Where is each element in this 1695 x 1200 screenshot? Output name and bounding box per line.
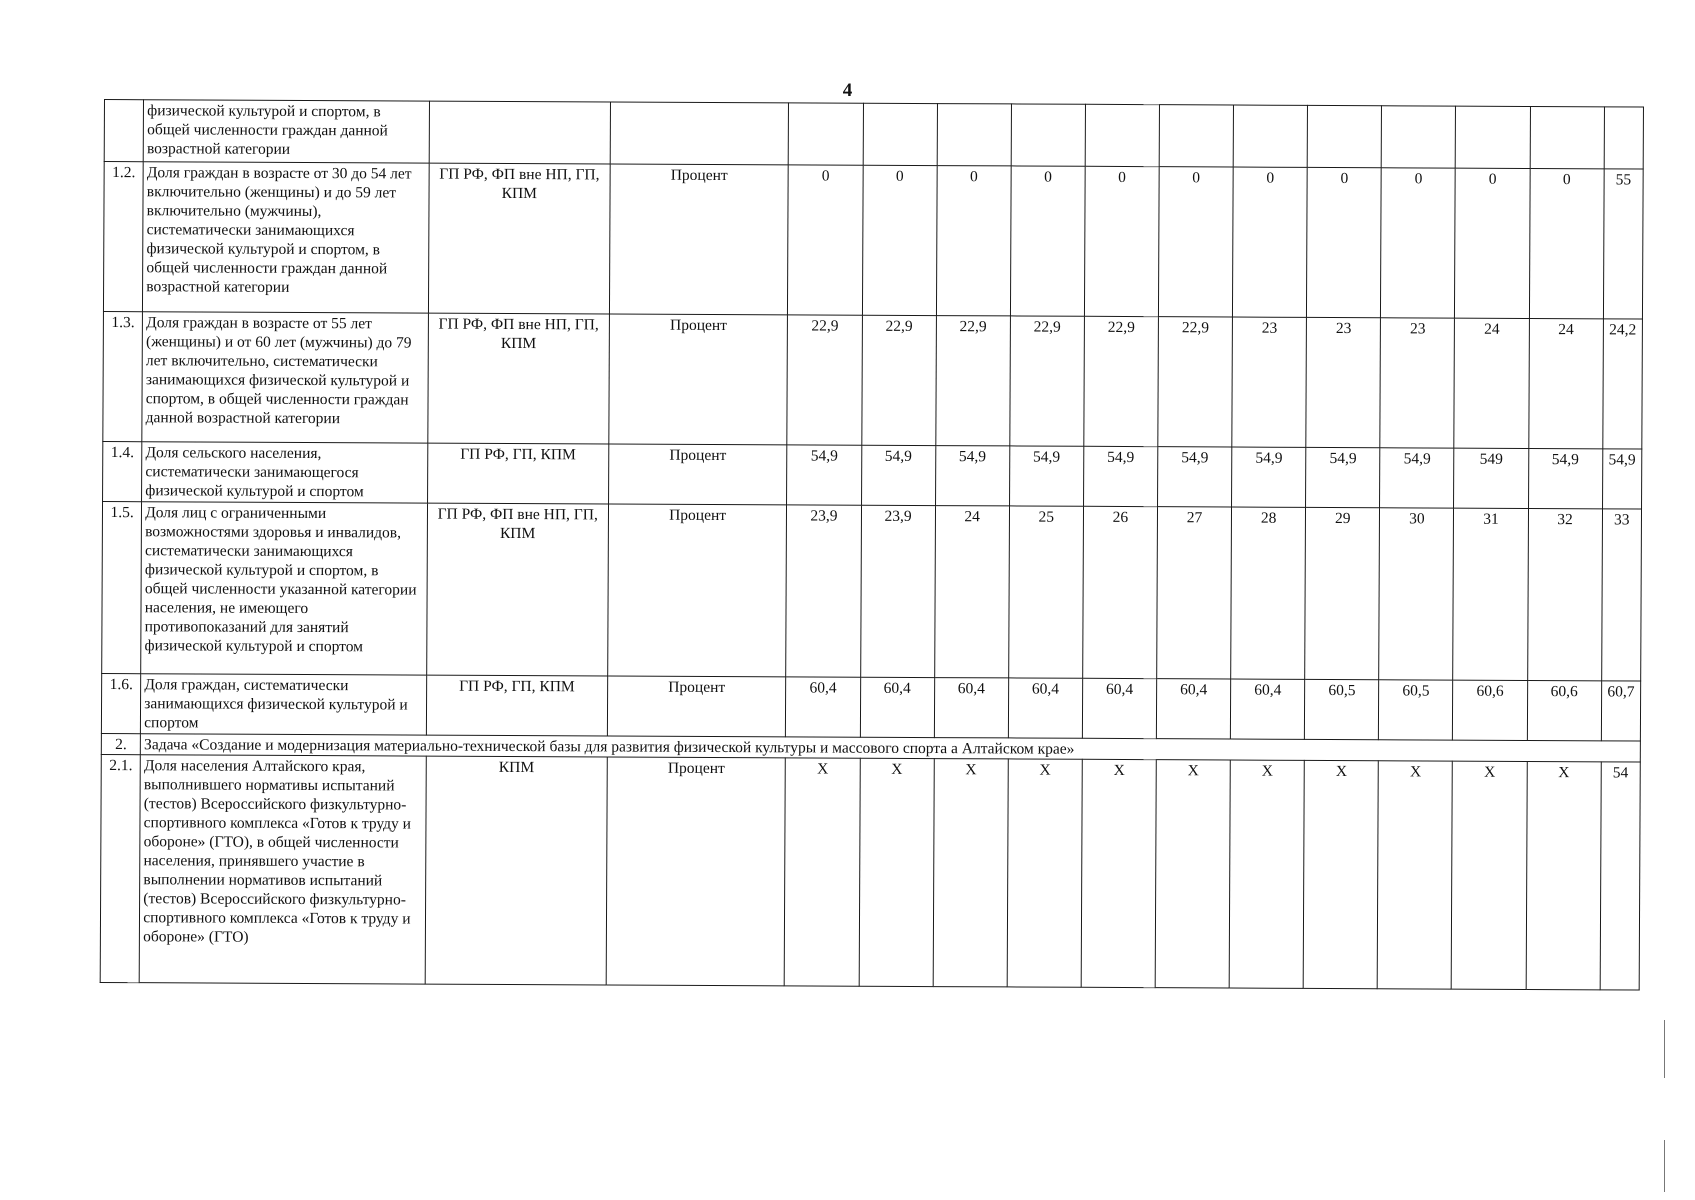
value-cell: 32 (1527, 508, 1602, 680)
indicator-source: ГП РФ, ФП вне НП, ГП, КПМ (428, 163, 610, 314)
value-cell: 0 (788, 165, 863, 315)
row-number (104, 100, 144, 162)
value-cell: 0 (1307, 167, 1382, 317)
table-row (100, 754, 1640, 990)
value-cell: 23,9 (786, 505, 861, 677)
value-cell: 22,9 (787, 315, 862, 445)
row-number: 1.4. (103, 441, 143, 501)
value-cell: 54,9 (861, 445, 935, 505)
indicator-unit: Процент (606, 757, 786, 986)
value-cell (1159, 105, 1233, 167)
value-cell: 25 (1008, 506, 1083, 678)
indicator-source: КПМ (425, 756, 607, 985)
value-cell: 60,5 (1305, 679, 1379, 739)
value-cell: 55 (1603, 169, 1643, 319)
value-cell: 60,4 (1082, 678, 1156, 738)
indicator-source: ГП РФ, ГП, КПМ (426, 675, 607, 736)
value-cell: 27 (1157, 507, 1232, 679)
value-cell: 54,9 (1083, 446, 1157, 506)
value-cell: 60,6 (1453, 680, 1527, 740)
value-cell: 23,9 (860, 505, 935, 677)
indicator-unit: Процент (609, 164, 788, 315)
value-cell (937, 104, 1011, 166)
value-cell: 60,4 (1008, 678, 1082, 738)
value-cell: 60,6 (1527, 680, 1601, 740)
value-cell: Х (785, 758, 860, 986)
value-cell: 22,9 (1084, 316, 1159, 446)
value-cell: Х (1452, 761, 1527, 989)
value-cell: 54,9 (1528, 448, 1602, 508)
indicators-table (100, 99, 1644, 991)
value-cell: 22,9 (1158, 317, 1233, 447)
table-row (102, 501, 1642, 681)
row-number: 2.1. (100, 754, 140, 982)
value-cell: Х (1155, 760, 1230, 988)
value-cell: 54,9 (1602, 449, 1642, 509)
indicator-name: Доля граждан в возрасте от 30 до 54 лет включительно (женщины) и до 59 лет включительно (мужчины), систематически занимающихся физической культурой и спортом, в общей численности граждан данной возрастной категории (143, 162, 429, 313)
value-cell (1604, 107, 1644, 169)
value-cell: 0 (1381, 168, 1456, 318)
value-cell: 0 (1010, 166, 1085, 316)
value-cell: 54,9 (787, 445, 861, 505)
value-cell: Х (1303, 760, 1378, 988)
table-row (103, 311, 1643, 449)
value-cell: 54,9 (935, 446, 1009, 506)
indicator-unit: Процент (609, 314, 788, 445)
task-title: Задача «Создание и модернизация материально-технической базы для развития физической культуры и массового спорта а Алтайском крае» (141, 734, 1641, 762)
indicator-source (429, 101, 610, 164)
value-cell: Х (1229, 760, 1304, 988)
value-cell: 22,9 (861, 315, 936, 445)
value-cell (789, 103, 863, 165)
value-cell (1085, 104, 1159, 166)
row-number: 1.5. (102, 501, 142, 673)
value-cell: 23 (1306, 317, 1381, 447)
scan-edge-mark (1664, 1140, 1665, 1192)
value-cell: 31 (1453, 508, 1528, 680)
row-number: 2. (101, 733, 140, 754)
value-cell: 60,4 (934, 678, 1008, 738)
indicator-unit: Процент (607, 676, 786, 737)
table-row (103, 441, 1642, 509)
value-cell: 54,9 (1306, 447, 1380, 507)
value-cell: 60,4 (1231, 679, 1305, 739)
value-cell: 60,4 (786, 677, 860, 737)
table-row (101, 673, 1640, 741)
table-row (103, 162, 1643, 320)
value-cell: Х (1081, 759, 1156, 987)
value-cell: 23 (1232, 317, 1307, 447)
row-number: 1.6. (101, 673, 141, 733)
page-number: 4 (842, 80, 853, 101)
value-cell (1456, 106, 1530, 168)
value-cell: 22,9 (1010, 316, 1085, 446)
value-cell: 0 (1084, 166, 1159, 316)
value-cell: 24,2 (1602, 319, 1642, 449)
value-cell: Х (1007, 759, 1082, 987)
value-cell: 22,9 (936, 316, 1011, 446)
value-cell: 60,5 (1379, 680, 1453, 740)
indicator-source: ГП РФ, ГП, КПМ (427, 443, 608, 504)
value-cell: 60,4 (860, 677, 934, 737)
value-cell: 0 (862, 165, 937, 315)
value-cell: 54,9 (1158, 447, 1232, 507)
value-cell (1382, 106, 1456, 168)
indicator-unit: Процент (607, 504, 787, 677)
row-number: 1.3. (103, 311, 143, 441)
indicator-name: Доля сельского населения, систематически занимающегося физической культурой и спортом (142, 442, 428, 503)
value-cell: 29 (1305, 507, 1380, 679)
value-cell (1530, 106, 1604, 168)
value-cell: Х (859, 758, 934, 986)
scan-edge-mark (1664, 1020, 1665, 1078)
value-cell: 33 (1601, 509, 1641, 681)
value-cell: 24 (1528, 318, 1603, 448)
value-cell: 0 (1455, 168, 1530, 318)
indicator-source: ГП РФ, ФП вне НП, ГП, КПМ (426, 503, 608, 676)
value-cell: 24 (934, 506, 1009, 678)
value-cell: 54,9 (1380, 448, 1454, 508)
indicator-name: физической культурой и спортом, в общей численности граждан данной возрастной категории (143, 100, 429, 163)
value-cell: 60,4 (1156, 679, 1230, 739)
value-cell: 549 (1454, 448, 1528, 508)
indicator-name: Доля граждан, систематически занимающихся физической культурой и спортом (141, 674, 427, 735)
indicator-name: Доля лиц с ограниченными возможностями здоровья и инвалидов, систематически занимающихся физической культурой и спортом, в общей численности указанной категории населения, не имеющего противопоказаний для занятий физической культурой и спортом (141, 502, 427, 675)
value-cell: 24 (1454, 318, 1529, 448)
value-cell: Х (1526, 761, 1601, 989)
value-cell (1307, 105, 1381, 167)
value-cell (1011, 104, 1085, 166)
value-cell: 54,9 (1009, 446, 1083, 506)
value-cell: 60,7 (1601, 681, 1641, 741)
value-cell: 0 (1158, 167, 1233, 317)
value-cell: 28 (1231, 507, 1306, 679)
value-cell (863, 103, 937, 165)
value-cell: 54,9 (1232, 447, 1306, 507)
value-cell: 54 (1600, 762, 1640, 990)
indicator-name: Доля населения Алтайского края, выполнившего нормативы испытаний (тестов) Всероссийского физкультурно-спортивного комплекса «Готов к труду и обороне» (ГТО), в общей численности населения, принявшего участие в выполнении нормативов испытаний (тестов) Всероссийского физкультурно-спортивного комплекса «Готов к труду и обороне» (ГТО) (139, 755, 426, 984)
row-number: 1.2. (103, 162, 143, 312)
indicator-unit (610, 102, 789, 165)
indicator-unit: Процент (608, 444, 787, 505)
value-cell: 0 (1233, 167, 1308, 317)
value-cell: 0 (1529, 168, 1604, 318)
table-row (104, 100, 1643, 170)
value-cell: 23 (1380, 318, 1455, 448)
value-cell: 26 (1083, 506, 1158, 678)
indicator-name: Доля граждан в возрасте от 55 лет (женщины) и от 60 лет (мужчины) до 79 лет включительно, систематически занимающихся физической культурой и спортом, в общей численности граждан данной возрастной категории (142, 312, 428, 443)
value-cell: Х (933, 759, 1008, 987)
indicator-source: ГП РФ, ФП вне НП, ГП, КПМ (428, 313, 610, 444)
value-cell: 0 (936, 166, 1011, 316)
value-cell: 30 (1379, 508, 1454, 680)
value-cell (1233, 105, 1307, 167)
value-cell: Х (1378, 761, 1453, 989)
